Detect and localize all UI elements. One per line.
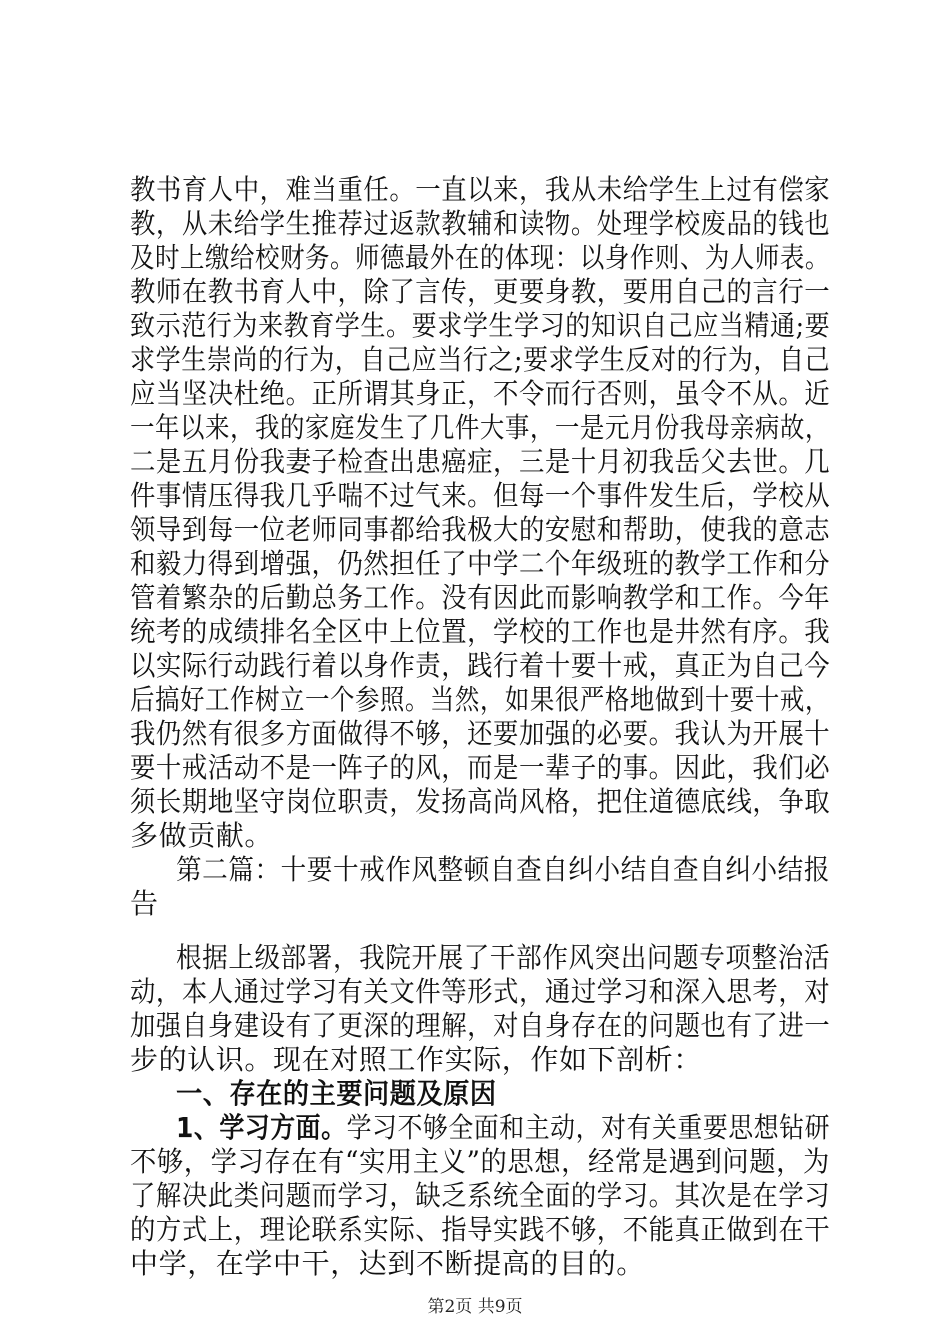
text-line: 致示范行为来教育学生。要求学生学习的知识自己应当精通;要 <box>130 309 831 342</box>
text-line: 我仍然有很多方面做得不够，还要加强的必要。我认为开展十 <box>130 717 831 750</box>
heading-main-problems: 一、存在的主要问题及原因 <box>176 1077 497 1110</box>
text-line: 教师在教书育人中，除了言传，更要身教，要用自己的言行一 <box>130 275 831 308</box>
text-line: 及时上缴给校财务。师德最外在的体现：以身作则、为人师表。 <box>130 241 830 274</box>
text-line: 应当坚决杜绝。正所谓其身正，不令而行否则，虽令不从。近 <box>130 377 831 410</box>
text-line: 教，从未给学生推荐过返款教辅和读物。处理学校废品的钱也 <box>130 207 831 240</box>
text-line: 件事情压得我几乎喘不过气来。但每一个事件发生后，学校从 <box>130 479 831 512</box>
text-line: 须长期地坚守岗位职责，发扬高尚风格，把住道德底线，争取 <box>130 785 831 818</box>
page-number-footer: 第2页 共9页 <box>427 1297 523 1317</box>
text-line: 的方式上，理论联系实际、指导实践不够，不能真正做到在干 <box>130 1213 831 1246</box>
text-line: 领导到每一位老师同事都给我极大的安慰和帮助，使我的意志 <box>130 513 831 546</box>
section-title-line: 告 <box>130 887 159 920</box>
text-line <box>176 1111 831 1145</box>
text-line: 中学，在学中干，达到不断提高的目的。 <box>130 1247 645 1280</box>
text-line: 统考的成绩排名全区中上位置，学校的工作也是井然有序。我 <box>130 615 831 648</box>
text-line: 后搞好工作树立一个参照。当然，如果很严格地做到十要十戒， <box>130 683 830 716</box>
text-line: 管着繁杂的后勤总务工作。没有因此而影响教学和工作。今年 <box>130 581 831 614</box>
text-line: 二是五月份我妻子检查出患癌症，三是十月初我岳父去世。几 <box>130 445 831 478</box>
text-line: 一年以来，我的家庭发生了几件大事，一是元月份我母亲病故， <box>130 411 830 444</box>
text-line: 步的认识。现在对照工作实际，作如下剖析： <box>130 1043 703 1076</box>
section-title-line: 第二篇：十要十戒作风整顿自查自纠小结自查自纠小结报 <box>176 853 831 886</box>
text-line: 以实际行动践行着以身作责，践行着十要十戒，真正为自己今 <box>130 649 831 682</box>
text-line: 要十戒活动不是一阵子的风，而是一辈子的事。因此，我们必 <box>130 751 831 784</box>
text-run: 学习不够全面和主动，对有关重要思想钻研 <box>346 1111 831 1144</box>
text-line: 加强自身建设有了更深的理解，对自身存在的问题也有了进一 <box>130 1009 831 1042</box>
text-line: 根据上级部署，我院开展了干部作风突出问题专项整治活 <box>176 941 831 974</box>
text-line: 不够，学习存在有“实用主义”的思想，经常是遇到问题，为 <box>130 1145 830 1178</box>
text-line: 教书育人中，难当重任。一直以来，我从未给学生上过有偿家 <box>130 173 831 206</box>
text-line: 多做贡献。 <box>130 819 274 852</box>
text-line: 了解决此类问题而学习，缺乏系统全面的学习。其次是在学习 <box>130 1179 831 1212</box>
subheading-study: 1、学习方面。 <box>176 1111 347 1144</box>
text-line: 动，本人通过学习有关文件等形式，通过学习和深入思考，对 <box>130 975 831 1008</box>
text-line: 求学生崇尚的行为，自己应当行之;要求学生反对的行为，自己 <box>130 343 831 376</box>
text-line: 和毅力得到增强，仍然担任了中学二个年级班的教学工作和分 <box>130 547 831 580</box>
